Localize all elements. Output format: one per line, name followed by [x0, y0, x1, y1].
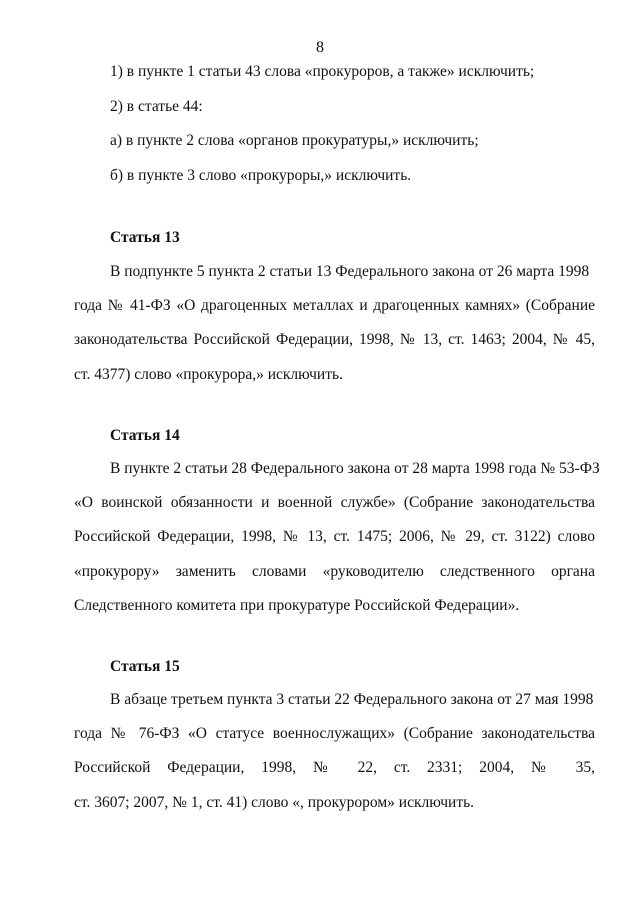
- article-text-line: «О воинской обязанности и военной службе» (Собрание законодательства: [74, 494, 595, 511]
- article-text-line: В подпункте 5 пункта 2 статьи 13 Федерального закона от 26 марта 1998: [110, 263, 590, 280]
- article-text-line: Следственного комитета при прокуратуре Российской Федерации».: [74, 597, 520, 614]
- article-heading: Статья 15: [110, 658, 180, 675]
- article-text-line: «прокурору» заменить словами «руководителю следственного органа: [74, 563, 595, 580]
- amendment-item: 1) в пункте 1 статьи 43 слова «прокуроров, а также» исключить;: [110, 63, 535, 80]
- amendment-item: 2) в статье 44:: [110, 98, 203, 115]
- article-heading: Статья 13: [110, 229, 180, 246]
- article-text-line: ст. 4377) слово «прокурора,» исключить.: [74, 366, 343, 383]
- page-number: 8: [316, 39, 324, 56]
- article-text-line: В абзаце третьем пункта 3 статьи 22 Федерального закона от 27 мая 1998: [110, 691, 594, 708]
- article-text-line: Российской Федерации, 1998, № 13, ст. 1475; 2006, № 29, ст. 3122) слово: [74, 528, 595, 545]
- amendment-item: а) в пункте 2 слова «органов прокуратуры,» исключить;: [110, 132, 479, 149]
- article-text-line: года № 41-ФЗ «О драгоценных металлах и драгоценных камнях» (Собрание: [74, 297, 595, 314]
- article-text-line: законодательства Российской Федерации, 1998, № 13, ст. 1463; 2004, № 45,: [74, 331, 595, 348]
- amendment-item: б) в пункте 3 слово «прокуроры,» исключить.: [110, 167, 412, 184]
- article-heading: Статья 14: [110, 427, 180, 444]
- article-text-line: ст. 3607; 2007, № 1, ст. 41) слово «, прокурором» исключить.: [74, 794, 475, 811]
- article-text-line: В пункте 2 статьи 28 Федерального закона от 28 марта 1998 года № 53-ФЗ: [110, 460, 600, 477]
- article-text-line: года № 76-ФЗ «О статусе военнослужащих» (Собрание законодательства: [74, 725, 595, 742]
- article-text-line: Российской Федерации, 1998, № 22, ст. 2331; 2004, № 35,: [74, 759, 595, 776]
